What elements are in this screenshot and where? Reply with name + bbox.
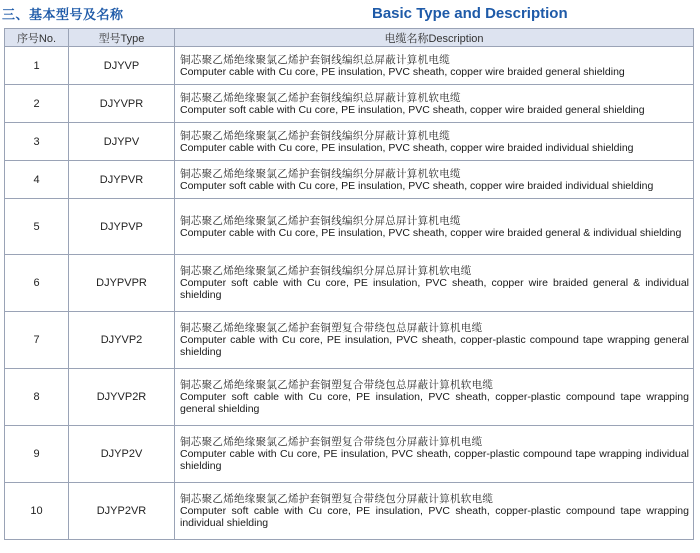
row-description [175,199,694,255]
row-description [175,255,694,312]
header-no: 序号No. [5,29,69,47]
table-row [5,369,694,426]
description-en: Computer cable with Cu core, PE insulation, PVC sheath, copper-plastic compound tape wrapping general shielding [180,334,689,358]
table-row [5,161,694,199]
row-description [175,483,694,540]
row-type: DJYP2VR [69,483,175,540]
row-number: 1 [5,47,69,85]
row-description [175,47,694,85]
description-cn: 铜芯聚乙烯绝缘聚氯乙烯护套铜塑复合带绕包分屏蔽计算机软电缆 [180,493,494,505]
description-cn: 铜芯聚乙烯绝缘聚氯乙烯护套铜塑复合带绕包总屏蔽计算机软电缆 [180,379,494,391]
row-number: 3 [5,123,69,161]
section-title-en: Basic Type and Description [372,5,568,22]
table-row [5,312,694,369]
cable-type-table [4,28,694,540]
description-en: Computer cable with Cu core, PE insulation, PVC sheath, copper wire braided general & individual shielding [180,226,682,239]
row-type: DJYVP [69,47,175,85]
header-type: 型号Type [69,29,175,47]
header-description: 电缆名称Description [175,29,694,47]
table-header-row [5,29,694,47]
description-cn: 铜芯聚乙烯绝缘聚氯乙烯护套铜塑复合带绕包分屏蔽计算机电缆 [180,436,483,448]
row-number: 8 [5,369,69,426]
row-number: 10 [5,483,69,540]
row-type: DJYPV [69,123,175,161]
row-number: 4 [5,161,69,199]
row-number: 7 [5,312,69,369]
row-type: DJYP2V [69,426,175,483]
row-type: DJYPVPR [69,255,175,312]
description-en: Computer soft cable with Cu core, PE insulation, PVC sheath, copper wire braided general & individual shielding [180,277,689,301]
row-type: DJYPVP [69,199,175,255]
row-number: 2 [5,85,69,123]
description-cn: 铜芯聚乙烯绝缘聚氯乙烯护套铜线编织总屏蔽计算机软电缆 [180,91,461,104]
description-en: Computer soft cable with Cu core, PE insulation, PVC sheath, copper wire braided individual shielding [180,179,654,192]
row-description [175,161,694,199]
row-type: DJYPVR [69,161,175,199]
table-row [5,426,694,483]
row-description [175,312,694,369]
description-cn: 铜芯聚乙烯绝缘聚氯乙烯护套铜线编织分屏总屏计算机软电缆 [180,265,472,277]
description-en: Computer cable with Cu core, PE insulation, PVC sheath, copper wire braided general shielding [180,65,625,78]
description-cn: 铜芯聚乙烯绝缘聚氯乙烯护套铜线编织分屏蔽计算机软电缆 [180,167,461,180]
row-description [175,85,694,123]
table-row [5,483,694,540]
description-cn: 铜芯聚乙烯绝缘聚氯乙烯护套铜塑复合带绕包总屏蔽计算机电缆 [180,322,483,334]
row-number: 5 [5,199,69,255]
row-type: DJYVP2 [69,312,175,369]
row-description [175,369,694,426]
description-en: Computer cable with Cu core, PE insulation, PVC sheath, copper-plastic compound tape wrapping individual shielding [180,448,689,472]
description-cn: 铜芯聚乙烯绝缘聚氯乙烯护套铜线编织总屏蔽计算机电缆 [180,53,450,66]
table-row [5,255,694,312]
description-en: Computer soft cable with Cu core, PE insulation, PVC sheath, copper-plastic compound tape wrapping general shielding [180,391,689,415]
description-en: Computer soft cable with Cu core, PE insulation, PVC sheath, copper wire braided general shielding [180,103,645,116]
table-row [5,47,694,85]
description-cn: 铜芯聚乙烯绝缘聚氯乙烯护套铜线编织分屏蔽计算机电缆 [180,129,450,142]
table-row [5,199,694,255]
section-title-cn: 三、基本型号及名称 [2,7,124,22]
row-type: DJYVP2R [69,369,175,426]
row-description [175,123,694,161]
row-description [175,426,694,483]
description-cn: 铜芯聚乙烯绝缘聚氯乙烯护套铜线编织分屏总屏计算机电缆 [180,214,461,227]
row-type: DJYVPR [69,85,175,123]
row-number: 6 [5,255,69,312]
table-row [5,85,694,123]
description-en: Computer soft cable with Cu core, PE insulation, PVC sheath, copper-plastic compound tape wrapping individual shielding [180,505,689,529]
description-en: Computer cable with Cu core, PE insulation, PVC sheath, copper wire braided individual shielding [180,141,634,154]
row-number: 9 [5,426,69,483]
table-row [5,123,694,161]
